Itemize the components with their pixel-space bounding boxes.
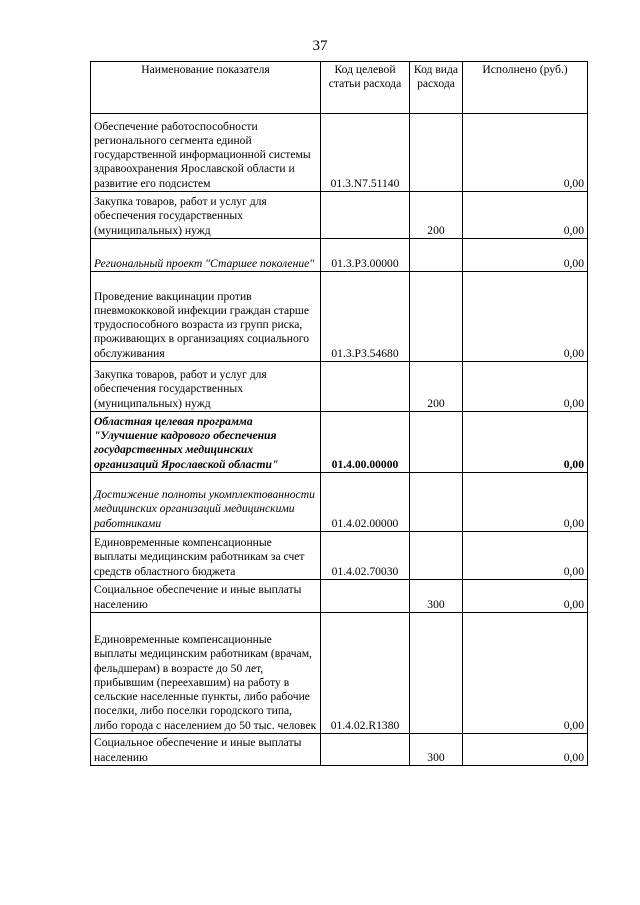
row-executed-cell: 0,00 (463, 272, 588, 362)
row-target-code-cell: 01.3.P3.00000 (321, 239, 410, 272)
row-target-code-cell: 01.3.N7.51140 (321, 114, 410, 192)
row-target-code-cell: 01.3.P3.54680 (321, 272, 410, 362)
table-row (91, 734, 588, 766)
header-name: Наименование показателя (91, 62, 321, 114)
row-name-cell: Социальное обеспечение и иные выплаты населению (91, 734, 321, 766)
row-executed-cell: 0,00 (463, 580, 588, 613)
row-expense-type-cell (410, 532, 463, 580)
row-target-code-cell (321, 734, 410, 766)
row-executed-cell: 0,00 (463, 412, 588, 473)
row-target-code-cell: 01.4.02.00000 (321, 473, 410, 532)
row-expense-type-cell: 300 (410, 734, 463, 766)
row-executed-cell: 0,00 (463, 613, 588, 734)
table-body (91, 114, 588, 766)
row-expense-type-cell (410, 473, 463, 532)
table-row (91, 272, 588, 362)
row-executed-cell: 0,00 (463, 532, 588, 580)
row-executed-cell: 0,00 (463, 734, 588, 766)
table-row (91, 362, 588, 412)
page-number: 37 (312, 38, 328, 54)
row-name-cell: Закупка товаров, работ и услуг для обеспечения государственных (муниципальных) нужд (91, 192, 321, 239)
row-name-cell: Проведение вакцинации против пневмококковой инфекции граждан старше трудоспособного возраста из групп риска, проживающих в организациях социального обслуживания (91, 272, 321, 362)
row-executed-cell: 0,00 (463, 192, 588, 239)
row-executed-cell: 0,00 (463, 239, 588, 272)
row-name-cell: Единовременные компенсационные выплаты медицинским работникам за счет средств областного бюджета (91, 532, 321, 580)
row-executed-cell: 0,00 (463, 114, 588, 192)
row-target-code-cell (321, 192, 410, 239)
row-executed-cell: 0,00 (463, 473, 588, 532)
row-name-cell: Закупка товаров, работ и услуг для обеспечения государственных (муниципальных) нужд (91, 362, 321, 412)
row-executed-cell: 0,00 (463, 362, 588, 412)
table-header (91, 62, 588, 114)
row-expense-type-cell: 300 (410, 580, 463, 613)
table-row (91, 192, 588, 239)
row-target-code-cell (321, 580, 410, 613)
row-name-cell: Областная целевая программа "Улучшение кадрового обеспечения государственных медицинских организаций Ярославской области" (91, 412, 321, 473)
row-target-code-cell (321, 362, 410, 412)
table-row (91, 532, 588, 580)
table-row (91, 473, 588, 532)
row-expense-type-cell: 200 (410, 362, 463, 412)
row-name-cell: Обеспечение работоспособности регионального сегмента единой государственной информационной системы здравоохранения Ярославской области и развитие его подсистем (91, 114, 321, 192)
budget-table (90, 61, 588, 766)
row-name-cell: Социальное обеспечение и иные выплаты населению (91, 580, 321, 613)
row-expense-type-cell (410, 272, 463, 362)
row-name-cell: Достижение полноты укомплектованности медицинских организаций медицинскими работниками (91, 473, 321, 532)
row-expense-type-cell (410, 412, 463, 473)
header-target-code: Код целевой статьи расхода (321, 62, 410, 114)
row-name-cell: Региональный проект "Старшее поколение" (91, 239, 321, 272)
row-target-code-cell: 01.4.02.70030 (321, 532, 410, 580)
table-row (91, 613, 588, 734)
header-expense-type: Код вида расхода (410, 62, 463, 114)
row-target-code-cell: 01.4.00.00000 (321, 412, 410, 473)
table-row (91, 114, 588, 192)
row-name-cell: Единовременные компенсационные выплаты медицинским работникам (врачам, фельдшерам) в возрасте до 50 лет, прибывшим (переехавшим) на работу в сельские населенные пункты, либо рабочие поселки, либо поселки городского типа, либо города с населением до 50 тыс. человек (91, 613, 321, 734)
row-expense-type-cell (410, 613, 463, 734)
table-row (91, 580, 588, 613)
header-executed: Исполнено (руб.) (463, 62, 588, 114)
row-target-code-cell: 01.4.02.R1380 (321, 613, 410, 734)
row-expense-type-cell: 200 (410, 192, 463, 239)
row-expense-type-cell (410, 239, 463, 272)
row-expense-type-cell (410, 114, 463, 192)
table-row (91, 239, 588, 272)
table-row (91, 412, 588, 473)
